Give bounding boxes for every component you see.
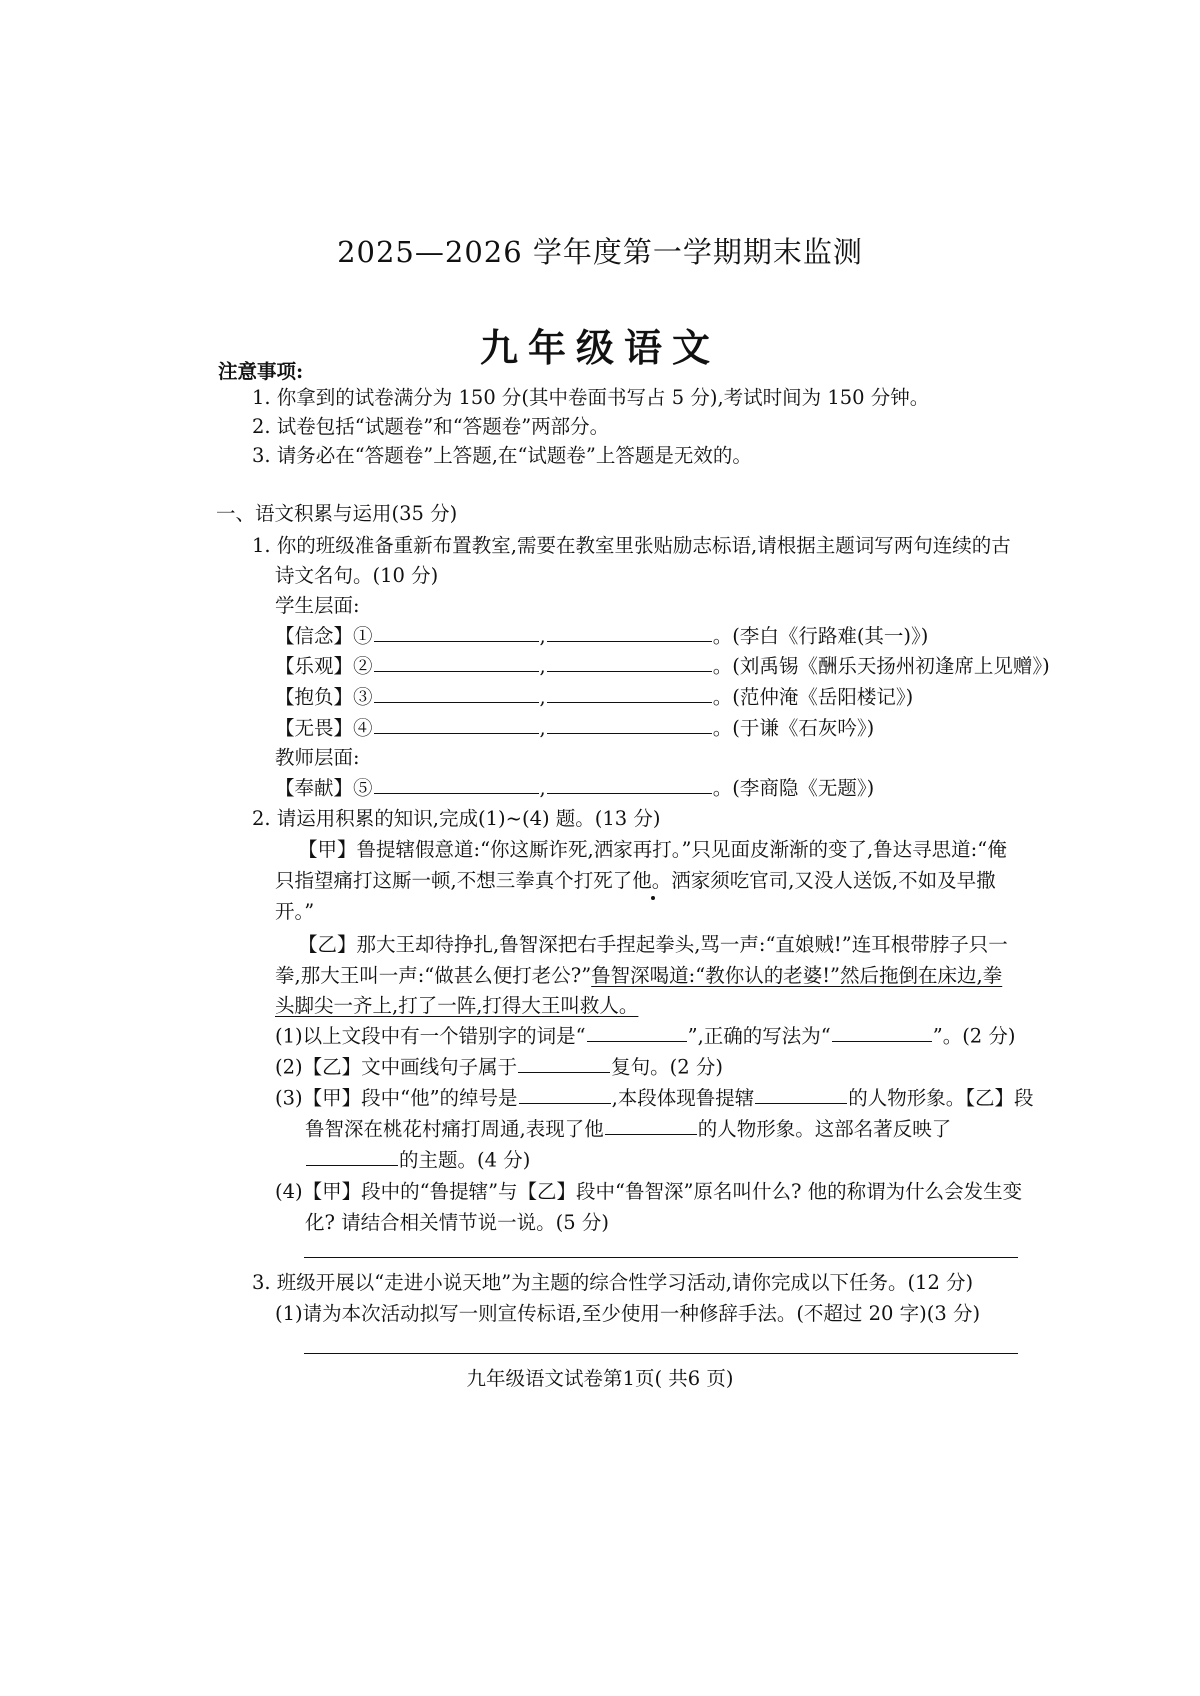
q1-row-suffix: 。(刘禹锡《酬乐天扬州初逢席上见赠》) (712, 654, 1050, 678)
q1-row-suffix: 。(李商隐《无题》) (712, 776, 875, 800)
q2-sub1 (275, 1021, 1016, 1051)
passage-yi-line3: 头脚尖一齐上,打了一阵,打得大王叫救人。 (275, 994, 639, 1017)
answer-blank[interactable] (547, 773, 712, 794)
q1-row-prefix: 【抱负】③ (275, 685, 373, 709)
emphasis-dot (651, 896, 655, 900)
notice-heading: 注意事项: (218, 360, 304, 383)
q1-row-prefix: 【信念】① (275, 624, 373, 648)
q3-sub1: (1)请为本次活动拟写一则宣传标语,至少使用一种修辞手法。(不超过 20 字)(3 分) (275, 1302, 981, 1325)
q2-sub2-text: (2)【乙】文中画线句子属于 (275, 1055, 518, 1079)
teacher-level-label: 教师层面: (275, 746, 360, 769)
notice-item-2: 2. 试卷包括“试题卷”和“答题卷”两部分。 (252, 415, 610, 438)
answer-blank[interactable] (374, 773, 539, 794)
q3-stem: 3. 班级开展以“走进小说天地”为主题的综合性学习活动,请你完成以下任务。(12 分) (252, 1271, 974, 1294)
underlined-sentence: 鲁智深喝道:“教你认的老婆!”然后拖倒在床边,拳 (591, 964, 1003, 987)
q1-row-comma: , (539, 776, 546, 800)
answer-blank[interactable] (587, 1021, 687, 1042)
subject-title: 九年级语文 (479, 325, 720, 370)
answer-blank[interactable] (547, 621, 712, 642)
q1-row-suffix: 。(李白《行路难(其一)》) (712, 624, 929, 648)
q1-row-4 (275, 713, 874, 743)
passage-jia-line2: 只指望痛打这厮一顿,不想三拳真个打死了他。洒家须吃官司,又没人送饭,不如及早撒 (275, 869, 996, 892)
q2-sub4-line2: 化? 请结合相关情节说一说。(5 分) (305, 1211, 609, 1234)
q2-sub3-text: 鲁智深在桃花村痛打周通,表现了他 (305, 1117, 604, 1141)
q2-stem: 2. 请运用积累的知识,完成(1)~(4) 题。(13 分) (252, 807, 661, 830)
answer-blank[interactable] (374, 713, 539, 734)
notice-item-3: 3. 请务必在“答题卷”上答题,在“试题卷”上答题是无效的。 (252, 444, 752, 467)
q1-row-prefix: 【无畏】④ (275, 716, 373, 740)
answer-blank[interactable] (547, 682, 712, 703)
student-level-label: 学生层面: (275, 594, 360, 617)
q1-row-comma: , (539, 716, 546, 740)
answer-line[interactable] (304, 1353, 1018, 1354)
answer-line[interactable] (304, 1257, 1018, 1258)
page-footer: 九年级语文试卷第1页( 共6 页) (466, 1367, 734, 1390)
answer-blank[interactable] (755, 1083, 847, 1104)
section-heading: 一、语文积累与运用(35 分) (216, 502, 458, 525)
answer-blank[interactable] (519, 1083, 611, 1104)
q1-row-prefix: 【奉献】⑤ (275, 776, 373, 800)
q2-sub3-line2 (305, 1114, 951, 1144)
q1-row-5 (275, 773, 874, 803)
q1-row-2 (275, 651, 1050, 681)
q1-row-comma: , (539, 685, 546, 709)
answer-blank[interactable] (547, 713, 712, 734)
q2-sub3-text: ,本段体现鲁提辖 (611, 1086, 755, 1110)
q2-sub3-text: 的主题。(4 分) (399, 1148, 531, 1172)
answer-blank[interactable] (518, 1052, 610, 1073)
q1-row-3 (275, 682, 913, 712)
q2-sub1-text: ”,正确的写法为“ (687, 1024, 831, 1048)
q2-sub2 (275, 1052, 723, 1082)
passage-yi-plain: 拳,那大王叫一声:“做甚么便打老公?” (275, 964, 592, 987)
answer-blank[interactable] (832, 1021, 932, 1042)
answer-blank[interactable] (374, 651, 539, 672)
q2-sub3-text: 的人物形象。这部名著反映了 (697, 1117, 952, 1141)
notice-item-1: 1. 你拿到的试卷满分为 150 分(其中卷面书写占 5 分),考试时间为 150 分钟。 (252, 386, 930, 409)
q2-sub2-text: 复句。(2 分) (611, 1055, 723, 1079)
q1-row-suffix: 。(于谦《石灰吟》) (712, 716, 875, 740)
q2-sub3-line1 (275, 1083, 1034, 1113)
q2-sub3-text: (3)【甲】段中“他”的绰号是 (275, 1086, 518, 1110)
passage-jia-line3: 开。” (275, 900, 315, 923)
q1-row-comma: , (539, 624, 546, 648)
q1-row-suffix: 。(范仲淹《岳阳楼记》) (712, 685, 914, 709)
q2-sub1-text: (1)以上文段中有一个错别字的词是“ (275, 1024, 586, 1048)
exam-title: 2025—2026 学年度第一学期期末监测 (337, 235, 863, 269)
q1-row-comma: , (539, 654, 546, 678)
answer-blank[interactable] (374, 682, 539, 703)
q2-sub3-text: 的人物形象。【乙】段 (848, 1086, 1034, 1110)
q1-stem-line1: 1. 你的班级准备重新布置教室,需要在教室里张贴励志标语,请根据主题词写两句连续的古 (252, 534, 1011, 557)
q2-sub4-line1: (4)【甲】段中的“鲁提辖”与【乙】段中“鲁智深”原名叫什么? 他的称谓为什么会发生变 (275, 1180, 1023, 1203)
answer-blank[interactable] (547, 651, 712, 672)
passage-yi-line1: 【乙】那大王却待挣扎,鲁智深把右手捏起拳头,骂一声:“直娘贼!”连耳根带脖子只一 (298, 933, 1008, 956)
q2-sub3-line3 (305, 1145, 530, 1175)
passage-jia-line1: 【甲】鲁提辖假意道:“你这厮诈死,洒家再打。”只见面皮渐渐的变了,鲁达寻思道:“俺 (298, 838, 1007, 861)
q2-sub1-text: ”。(2 分) (932, 1024, 1016, 1048)
passage-yi-line2 (275, 961, 1002, 991)
answer-blank[interactable] (374, 621, 539, 642)
answer-blank[interactable] (306, 1145, 398, 1166)
answer-blank[interactable] (605, 1114, 697, 1135)
q1-row-1 (275, 621, 928, 651)
q1-stem-line2: 诗文名句。(10 分) (275, 564, 439, 587)
q1-row-prefix: 【乐观】② (275, 654, 373, 678)
